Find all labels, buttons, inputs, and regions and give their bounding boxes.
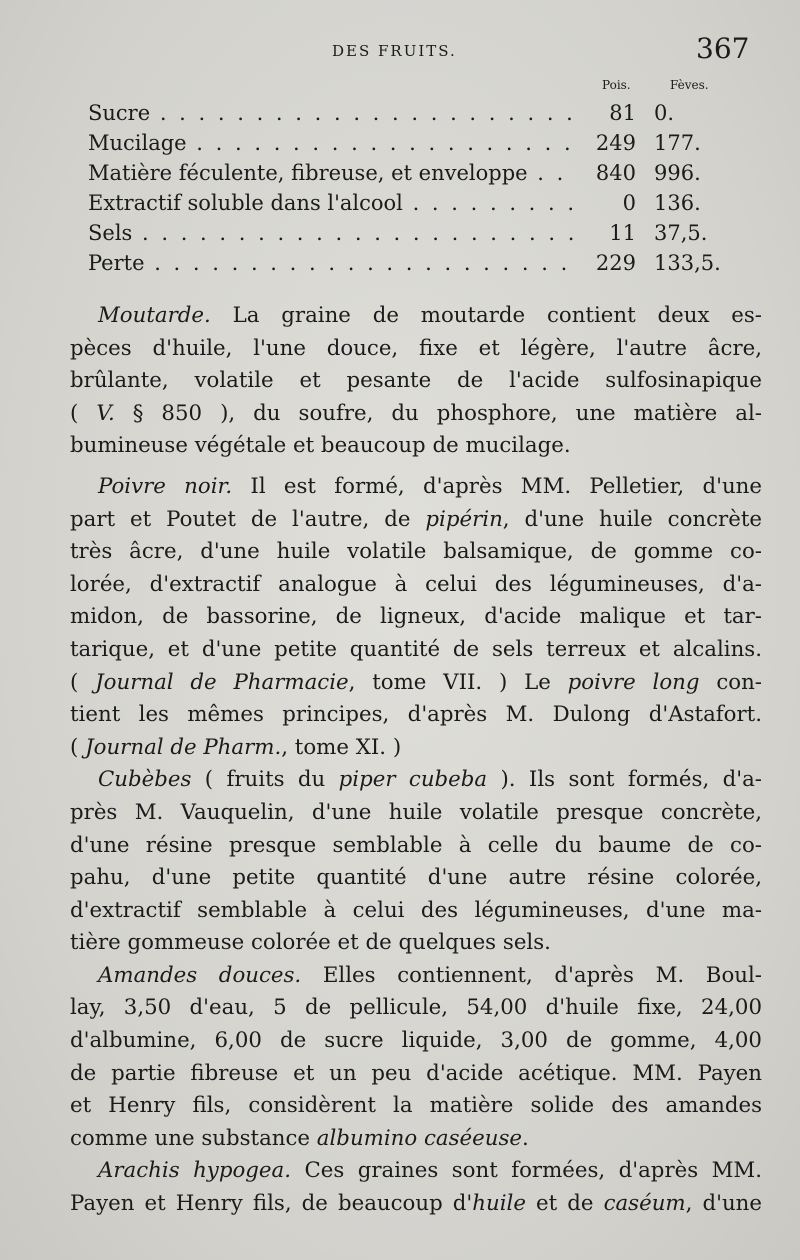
text-line <box>70 1123 762 1156</box>
table-row <box>88 128 738 158</box>
text-line: brûlante, volatile et pesante de l'acide sulfosinapique <box>70 368 762 394</box>
text-line: très âcre, d'une huile volatile balsamique, de gomme co- <box>70 539 762 565</box>
table-row <box>88 98 738 128</box>
text-span-italic: poivre long <box>567 669 700 695</box>
row-label: Mucilage . . . <box>88 128 578 158</box>
table-row <box>88 158 738 188</box>
text-line: pahu, d'une petite quantité d'une autre résine colorée, <box>70 865 762 891</box>
running-title: DES FRUITS. <box>332 42 457 60</box>
text-span: Elles contiennent, d'après M. Boul- <box>301 962 762 988</box>
text-span: part et Poutet de l'autre, de <box>70 506 426 532</box>
text-span: ( <box>70 400 97 426</box>
text-line <box>70 1188 762 1221</box>
text-span-italic: albumino caséeuse <box>316 1125 522 1151</box>
table-column-headers <box>88 78 738 98</box>
text-line <box>70 667 762 700</box>
text-span: Ces graines sont formées, d'après MM. <box>291 1158 762 1184</box>
row-value-feves: 136. <box>654 191 701 215</box>
row-value-pois: 0 <box>622 191 636 215</box>
text-span-italic: V. <box>96 400 115 426</box>
text-span-italic: caséum <box>603 1191 686 1217</box>
row-label: Matière féculente, fibreuse, et enveloppe . . . <box>88 158 578 188</box>
text-span: Payen et Henry fils, de beaucoup d' <box>70 1191 473 1217</box>
text-line: et Henry fils, considèrent la matière solide des amandes <box>70 1093 762 1119</box>
paragraph-term: Poivre noir. <box>98 473 233 499</box>
text-line: tarique, et d'une petite quantité de sels terreux et alcalins. <box>70 636 762 662</box>
text-line <box>70 1155 762 1188</box>
table-row <box>88 188 738 218</box>
text-line: pèces d'huile, l'une douce, fixe et légère, l'autre âcre, <box>70 335 762 361</box>
text-line: d'albumine, 6,00 de sucre liquide, 3,00 de gomme, 4,00 <box>70 1028 762 1054</box>
text-span: con- <box>699 669 762 695</box>
text-line <box>70 471 762 504</box>
text-span: comme une substance <box>70 1125 317 1151</box>
text-line: tient les mêmes principes, d'après M. Dulong d'Astafort. <box>70 702 762 728</box>
row-value-feves: 0. <box>654 101 675 125</box>
row-value-pois: 11 <box>609 221 636 245</box>
row-value-pois: 81 <box>609 101 636 125</box>
text-span: Il est formé, d'après MM. Pelletier, d'une <box>232 473 762 499</box>
text-span: et de <box>525 1191 604 1217</box>
text-span: , d'une <box>685 1191 762 1217</box>
text-line: lorée, d'extractif analogue à celui des légumineuses, d'a- <box>70 571 762 597</box>
text-line: d'une résine presque semblable à celle du baume de co- <box>70 832 762 858</box>
text-line: près M. Vauquelin, d'une huile volatile presque concrète, <box>70 799 762 825</box>
text-span: ( <box>70 734 86 760</box>
paragraph-cubebes <box>70 764 762 960</box>
running-head <box>0 32 800 68</box>
text-line: d'extractif semblable à celui des légumineuses, d'une ma- <box>70 897 762 923</box>
text-span-italic: huile <box>472 1191 526 1217</box>
page-number: 367 <box>696 32 750 65</box>
row-label: Sels . . . <box>88 218 578 248</box>
text-span-italic: pipérin <box>425 506 503 532</box>
row-value-pois: 249 <box>595 131 636 155</box>
row-value-pois: 229 <box>595 251 636 275</box>
row-label: Perte . . . <box>88 248 578 278</box>
text-line: de partie fibreuse et un peu d'acide acétique. MM. Payen <box>70 1060 762 1086</box>
text-span: , d'une huile concrète <box>502 506 762 532</box>
column-header-pois: Pois. <box>602 78 631 92</box>
paragraph-term: Moutarde. <box>98 303 211 328</box>
text-span: , tome VII. ) Le <box>348 669 568 695</box>
text-span-italic: Journal de Pharm. <box>85 734 282 760</box>
text-line <box>70 300 762 333</box>
text-span: La graine de moutarde contient deux es- <box>210 303 762 328</box>
text-span: , tome XI. ) <box>281 734 402 760</box>
table-row <box>88 218 738 248</box>
row-value-feves: 177. <box>654 131 701 155</box>
row-label: Extractif soluble dans l'alcool . . . <box>88 188 578 218</box>
text-line: midon, de bassorine, de ligneux, d'acide malique et tar- <box>70 604 762 630</box>
column-header-feves: Fèves. <box>670 78 709 92</box>
paragraph-arachis <box>70 1155 762 1220</box>
body-text <box>70 300 762 1221</box>
text-span: § 850 ), du soufre, du phosphore, une matière al- <box>114 400 762 426</box>
text-span: ( <box>70 669 96 695</box>
paragraph-amandes <box>70 960 762 1156</box>
text-line <box>70 732 762 765</box>
text-line <box>70 504 762 537</box>
text-line <box>70 764 762 797</box>
row-value-feves: 996. <box>654 161 701 185</box>
text-span: ( fruits du <box>191 767 339 793</box>
paragraph-moutarde <box>70 300 762 463</box>
row-label: Sucre . . . <box>88 98 578 128</box>
text-span: . <box>521 1125 529 1151</box>
text-line <box>70 960 762 993</box>
paragraph-term: Cubèbes <box>98 767 192 793</box>
paragraph-term: Arachis hypogea. <box>98 1158 291 1184</box>
row-value-feves: 133,5. <box>654 251 721 275</box>
text-line: tière gommeuse colorée et de quelques sels. <box>70 930 551 956</box>
text-span-italic: piper cubeba <box>338 767 488 793</box>
row-value-feves: 37,5. <box>654 221 708 245</box>
composition-table <box>88 78 738 278</box>
text-line: bumineuse végétale et beaucoup de mucilage. <box>70 433 571 459</box>
text-line: lay, 3,50 d'eau, 5 de pellicule, 54,00 d'huile fixe, 24,00 <box>70 995 762 1021</box>
text-line <box>70 398 762 431</box>
text-span: ). Ils sont formés, d'a- <box>487 767 762 793</box>
table-row <box>88 248 738 278</box>
paragraph-poivre <box>70 471 762 764</box>
paragraph-term: Amandes douces. <box>98 962 302 988</box>
row-value-pois: 840 <box>595 161 636 185</box>
text-span-italic: Journal de Pharmacie <box>95 669 349 695</box>
